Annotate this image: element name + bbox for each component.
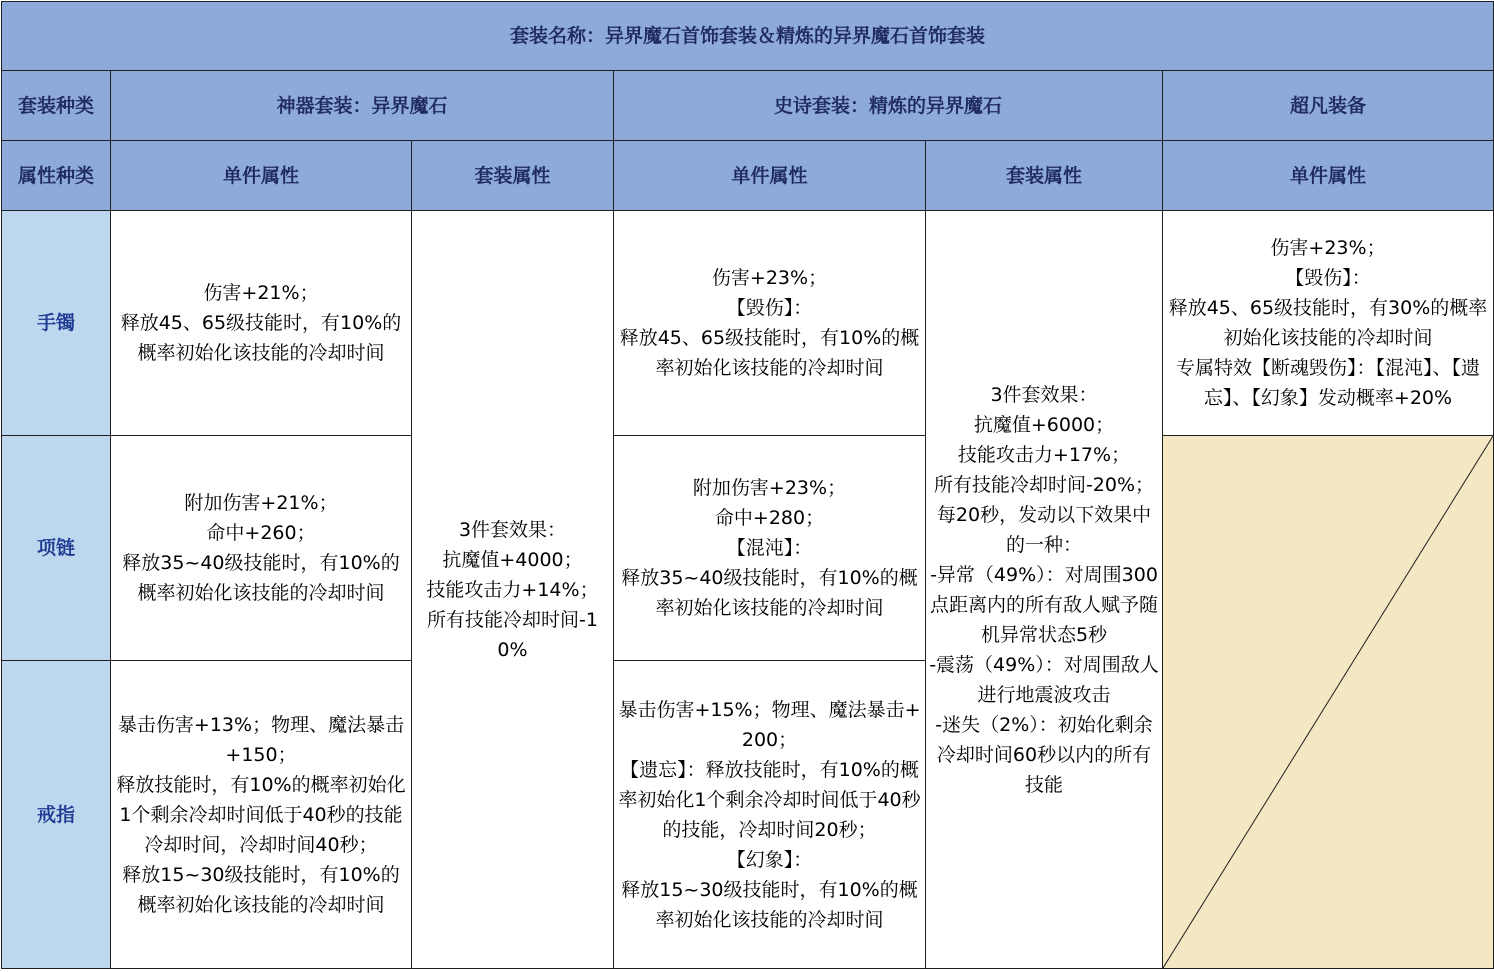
text-line: 专属特效【断魂毁伤】：【混沌】、【遗忘】、【幻象】发动概率+20% [1176,357,1481,409]
transcend-gear-header: 超凡装备 [1163,71,1494,141]
transcend-single-attr-header: 单件属性 [1163,141,1494,211]
ring-artifact-single [111,661,412,969]
text-line: 伤害+21%； [203,282,319,304]
ring-epic-single [614,661,926,969]
text-line: 释放35~40级技能时，有10%的概率初始化该技能的冷却时间 [122,552,400,604]
table-title: 套装名称：异界魔石首饰套装＆精炼的异界魔石首饰套装 [2,2,1494,71]
row-label-bracelet: 手镯 [2,211,111,436]
text-line: -迷失（2%）：初始化剩余冷却时间60秒以内的所有技能 [935,713,1153,796]
text-line: 伤害+23%； [711,267,828,289]
text-line: 命中+260； [206,522,316,544]
row-label-ring: 戒指 [2,661,111,969]
text-line: 释放45、65级技能时，有10%的概率初始化该技能的冷却时间 [120,312,402,364]
text-line: 附加伤害+21%； [184,492,338,514]
text-line: 抗魔值+4000； [442,548,583,571]
text-line: 【混沌】： [726,537,813,559]
text-line: 【毁伤】： [1285,267,1371,289]
epic-set-attr-header: 套装属性 [926,141,1163,211]
text-line: 暴击伤害+15%；物理、魔法暴击+200； [618,698,921,751]
epic-single-attr-header: 单件属性 [614,141,926,211]
text-line: 伤害+23%； [1270,237,1386,259]
text-line: 【幻象】： [726,848,813,871]
text-line: 附加伤害+23%； [692,477,847,499]
text-line: 技能攻击力+17%； [957,443,1131,466]
artifact-single-attr-header: 单件属性 [111,141,412,211]
text-line: 释放15~30级技能时，有10%的概率初始化该技能的冷却时间 [122,863,400,916]
text-line: 释放15~30级技能时，有10%的概率初始化该技能的冷却时间 [621,878,918,931]
text-line: 释放技能时，有10%的概率初始化1个剩余冷却时间低于40秒的技能冷却时间，冷却时间40秒； [116,773,406,856]
bracelet-artifact-single [111,211,412,436]
text-line: 所有技能冷却时间-20%； [933,473,1155,496]
artifact-set-effect [412,211,614,969]
artifact-set-header: 神器套装：异界魔石 [111,71,614,141]
text-line: 命中+280； [714,507,825,529]
text-line: 3件套效果： [458,518,567,541]
text-line: 释放45、65级技能时，有10%的概率初始化该技能的冷却时间 [619,327,920,379]
diagonal-slash [1163,436,1493,968]
row-label-necklace: 项链 [2,436,111,661]
text-line: 【毁伤】： [726,297,813,319]
text-line: 抗魔值+6000； [973,413,1115,436]
necklace-epic-single [614,436,926,661]
text-line: 所有技能冷却时间-10% [427,608,598,661]
bracelet-transcend-single [1163,211,1494,436]
set-comparison-table [1,1,1494,969]
not-applicable-cell [1163,436,1494,969]
artifact-set-attr-header: 套装属性 [412,141,614,211]
text-line: 释放45、65级技能时，有30%的概率初始化该技能的冷却时间 [1168,297,1488,349]
text-line: 暴击伤害+13%；物理、魔法暴击+150； [117,713,405,766]
text-line: -异常（49%）：对周围300点距离内的所有敌人赋予随机异常状态5秒 [929,563,1158,646]
text-line: 【遗忘】：释放技能时，有10%的概率初始化1个剩余冷却时间低于40秒的技能，冷却时间20秒； [618,758,921,841]
attr-type-label: 属性种类 [2,141,111,211]
text-line: -震荡（49%）：对周围敌人进行地震波攻击 [929,653,1159,706]
text-line: 3件套效果： [990,383,1098,406]
text-line: 释放35~40级技能时，有10%的概率初始化该技能的冷却时间 [621,567,918,619]
set-type-label: 套装种类 [2,71,111,141]
necklace-artifact-single [111,436,412,661]
bracelet-epic-single [614,211,926,436]
text-line: 每20秒，发动以下效果中的一种： [936,503,1152,556]
text-line: 技能攻击力+14%； [426,578,599,601]
epic-set-header: 史诗套装：精炼的异界魔石 [614,71,1163,141]
epic-set-effect [926,211,1163,969]
